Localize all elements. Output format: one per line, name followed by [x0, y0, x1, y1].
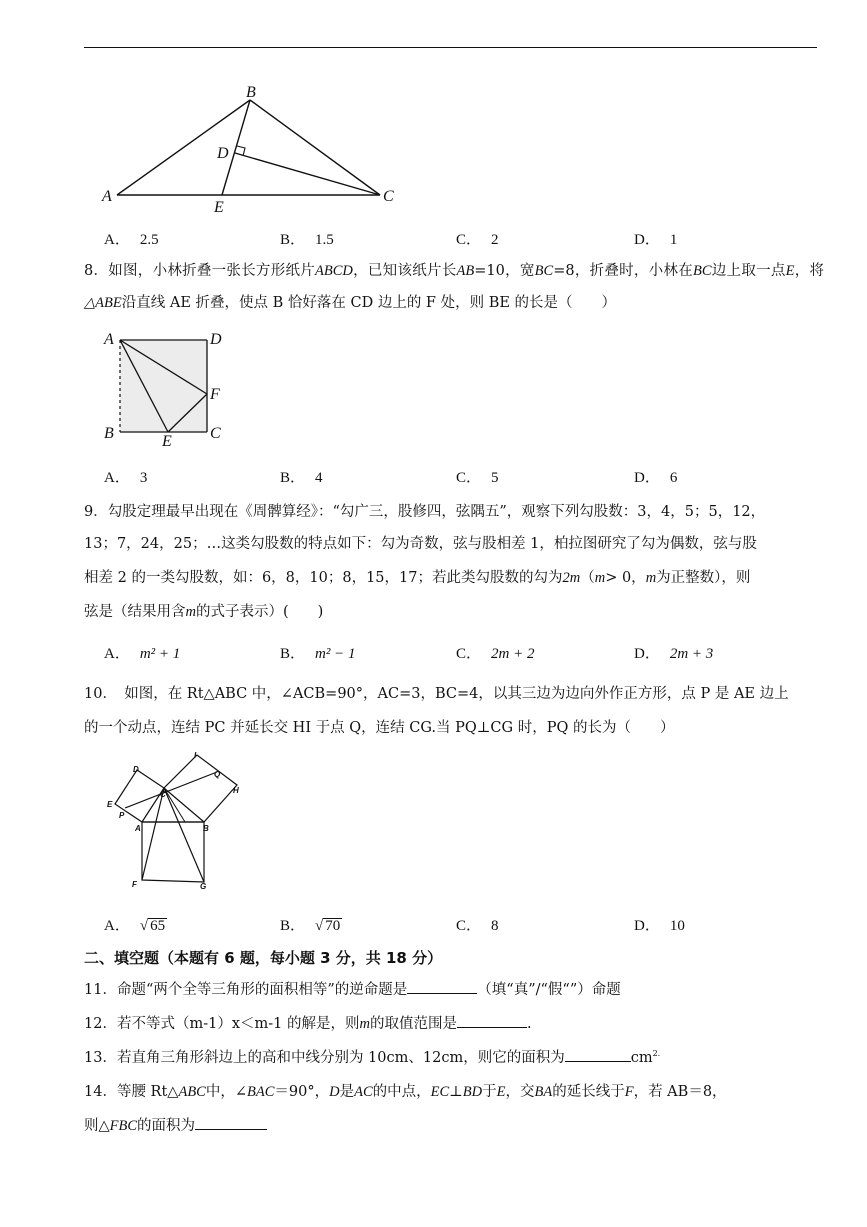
q7-option-d[interactable]: D． 1: [634, 232, 678, 248]
question-10-line-2: 的一个动点，连结 PC 并延长交 HI 于点 Q，连结 CG.当 PQ⊥CG 时，PQ 的长为（ ）: [84, 720, 675, 736]
q8-options: [104, 466, 824, 486]
q9-option-a[interactable]: A． m² + 1: [104, 646, 181, 662]
label-c: C: [210, 425, 221, 442]
q8-option-c[interactable]: C． 5: [456, 470, 499, 486]
q8-option-a[interactable]: A． 3: [104, 470, 148, 486]
figure-q7-triangle: [95, 85, 415, 220]
label-a: A: [102, 188, 112, 205]
q9-option-d[interactable]: D． 2m + 3: [634, 646, 714, 662]
q9-option-c[interactable]: C． 2m + 2: [456, 646, 535, 662]
q10-option-d[interactable]: D． 10: [634, 918, 685, 934]
segment-bc: [250, 100, 380, 195]
q7-options: [104, 228, 824, 248]
label-g: G: [200, 882, 207, 891]
label-b: B: [104, 425, 114, 442]
segment-cd: [235, 153, 380, 195]
q8-option-d[interactable]: D． 6: [634, 470, 678, 486]
question-12: 12．若不等式（m-1）x＜m-1 的解是，则m的取值范围是 .: [84, 1012, 532, 1033]
q14-answer-blank[interactable]: [195, 1115, 267, 1130]
question-14-line-1: 14．等腰 Rt△ABC中，∠BAC＝90°，D是AC的中点，EC⊥BD于E，交BA的延长线于F，若 AB＝8，: [84, 1084, 727, 1100]
q9-options: [104, 642, 824, 662]
label-d: D: [133, 765, 139, 774]
q10-option-c[interactable]: C． 8: [456, 918, 499, 934]
question-9-line-1: 9．勾股定理最早出现在《周髀算经》：“勾广三，股修四，弦隅五”，观察下列勾股数：3，4，5；5，12，: [84, 504, 766, 520]
q13-answer-blank[interactable]: [565, 1047, 631, 1062]
question-9-line-3: 相差 2 的一类勾股数，如：6，8，10；8，15，17；若此类勾股数的勾为2m（m> 0，m为正整数），则: [84, 570, 751, 586]
label-f: F: [210, 386, 220, 403]
figure-q8-rectangle: [98, 328, 228, 448]
question-13: 13．若直角三角形斜边上的高和中线分别为 10cm、12cm，则它的面积为 $cm^{2.}$: [84, 1046, 660, 1067]
label-e: E: [162, 433, 172, 450]
label-e: E: [107, 800, 113, 809]
label-c: C: [383, 188, 394, 205]
label-b: B: [203, 824, 209, 833]
q7-option-c[interactable]: C． 2: [456, 232, 499, 248]
question-9-line-2: 13；7，24，25；…这类勾股数的特点如下：勾为奇数，弦与股相差 1，柏拉图研究了勾为偶数，弦与股: [84, 536, 757, 552]
label-i: I: [194, 751, 197, 760]
q10-option-a[interactable]: A． √ 65: [104, 918, 166, 934]
label-h: H: [233, 786, 239, 795]
label-a: A: [135, 824, 141, 833]
label-d: D: [217, 145, 229, 162]
label-f: F: [132, 880, 137, 889]
question-14-line-2: 则△FBC的面积为: [84, 1114, 267, 1135]
question-9-line-4: 弦是（结果用含m的式子表示）( ): [84, 604, 324, 620]
q10-option-b[interactable]: B． √ 70: [280, 918, 341, 934]
label-p: P: [119, 811, 125, 820]
q8-option-b[interactable]: B． 4: [280, 470, 323, 486]
section-2-title: 二、填空题（本题有 6 题，每小题 3 分，共 18 分）: [84, 949, 443, 967]
question-11: 11．命题“两个全等三角形的面积相等”的逆命题是 （填“真”/“假“”）命题: [84, 978, 621, 999]
figure-q10-squares: [100, 752, 250, 897]
question-10-line-1: 10． 如图，在 Rt△ABC 中，∠ACB=90°，AC=3，BC=4，以其三边为边向外作正方形，点 P 是 AE 边上: [84, 686, 789, 702]
question-8: 8．如图，小林折叠一张长方形纸片ABCD，已知该纸片长AB=10，宽BC=8，折叠时，小林在BC边上取一点E，将△ABE沿直线 AE 折叠，使点 B 恰好落在 CD 边上的 F 处，则 BE 的长是（ ）: [84, 263, 825, 311]
label-c: C: [160, 790, 166, 799]
q11-answer-blank[interactable]: [407, 979, 477, 994]
q9-option-b[interactable]: B． m² − 1: [280, 646, 356, 662]
label-e: E: [214, 199, 224, 216]
label-q: Q: [214, 770, 221, 779]
segment-ab: [117, 100, 250, 195]
q7-option-b[interactable]: B． 1.5: [280, 232, 334, 248]
q12-answer-blank[interactable]: [457, 1013, 527, 1028]
q10-options: [104, 914, 824, 934]
label-b: B: [246, 84, 256, 101]
q7-option-a[interactable]: A． 2.5: [104, 232, 159, 248]
label-a: A: [104, 331, 114, 348]
label-d: D: [210, 331, 222, 348]
header-rule: [84, 47, 817, 48]
